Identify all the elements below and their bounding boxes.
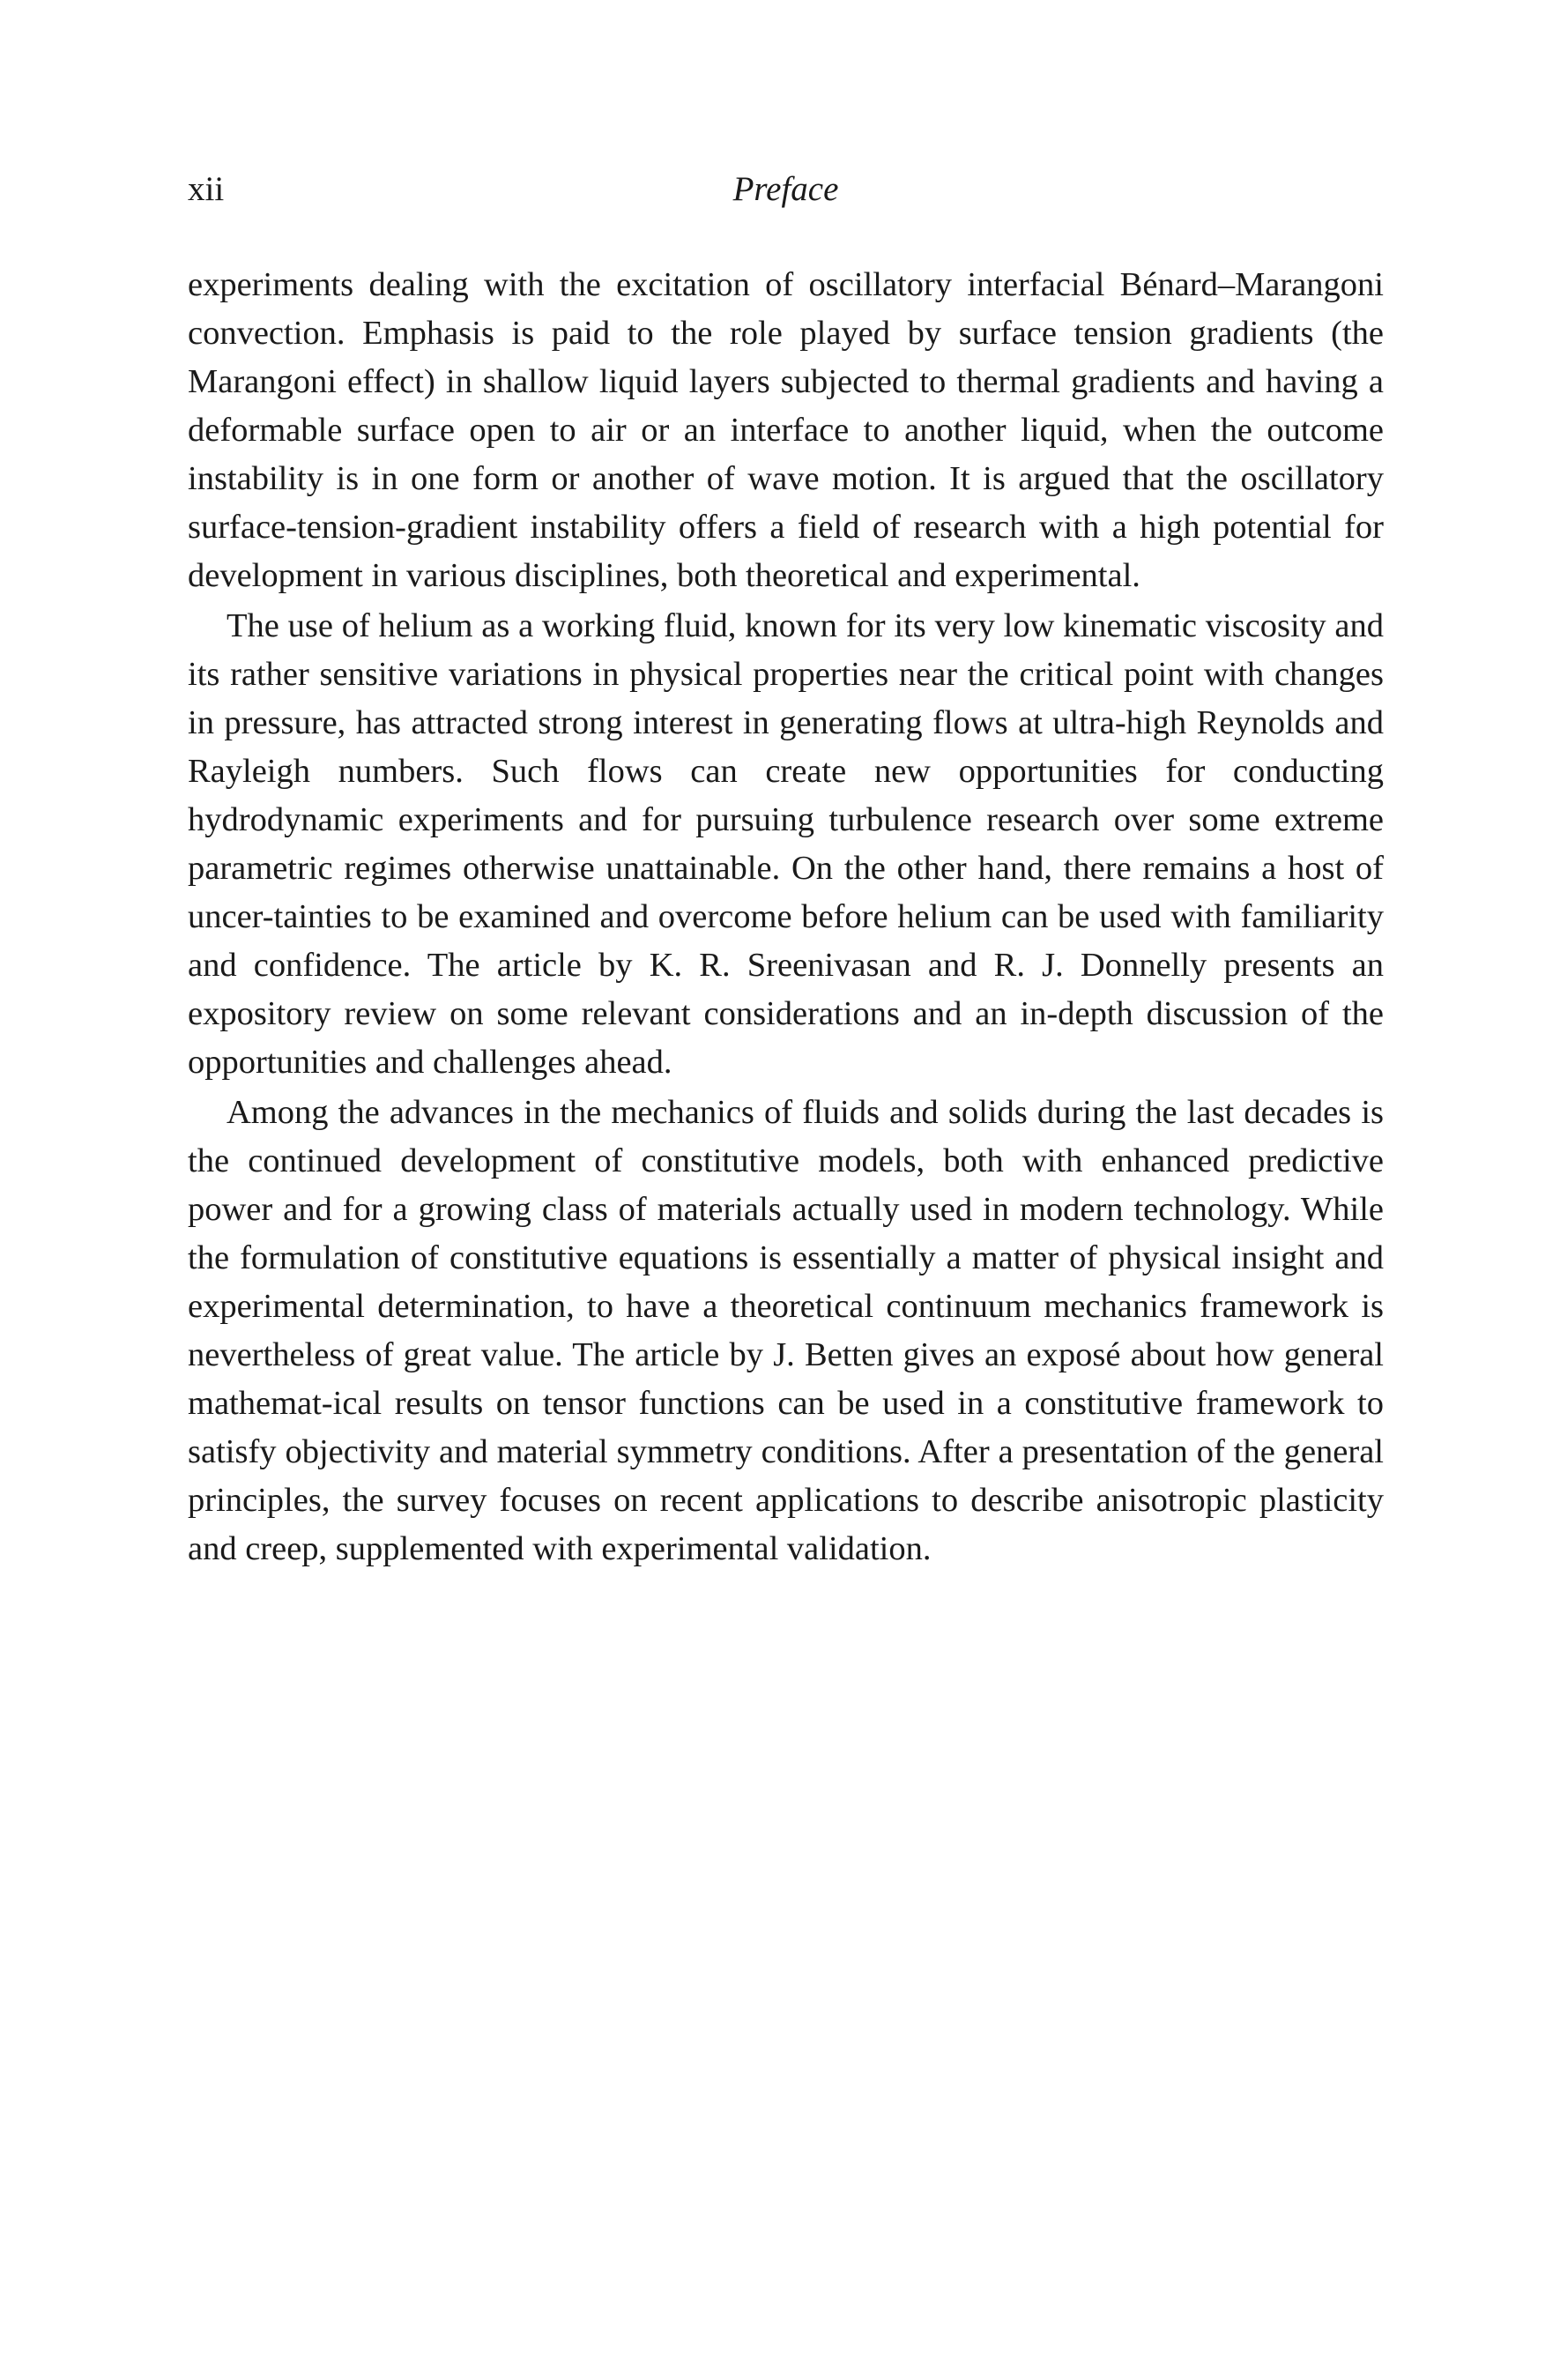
paragraph-constitutive-models: Among the advances in the mechanics of fluids and solids during the last decades is the continued development of constitutive models, both with enhanced predictive power and for a growing class of materials actually used in modern technology. While the formulation of constitutive equations is essentially a matter of physical insight and experimental determination, to have a theoretical continuum mechanics framework is nevertheless of great value. The article by J. Betten gives an exposé about how general mathemat-ical results on tensor functions can be used in a constitutive framework to satisfy objectivity and material symmetry conditions. After a presentation of the general principles, the survey focuses on recent applications to describe anisotropic plasticity and creep, supplemented with experimental validation. — [188, 1094, 1384, 1567]
book-page — [188, 159, 1384, 1575]
running-head-title: Preface — [732, 170, 839, 208]
page-number: xii — [188, 170, 225, 208]
paragraph-continued: experiments dealing with the excitation of oscillatory interfacial Bénard–Marangoni convection. Emphasis is paid to the role played by surface tension gradients (the Marangoni effect) in shallow liquid layers subjected to thermal gradients and having a deformable surface open to air or an interface to another liquid, when the outcome instability is in one form or another of wave motion. It is argued that the oscillatory surface-tension-gradient instability offers a field of research with a high potential for development in various disciplines, both theoretical and experimental. — [188, 266, 1384, 594]
running-head — [188, 159, 1384, 220]
body-text — [188, 261, 1384, 1573]
paragraph-helium: The use of helium as a working fluid, known for its very low kinematic viscosity and its rather sensitive variations in physical properties near the critical point with changes in pressure, has attracted strong interest in generating flows at ultra-high Reynolds and Rayleigh numbers. Such flows can create new opportunities for conducting hydrodynamic experiments and for pursuing turbulence research over some extreme parametric regimes otherwise unattainable. On the other hand, there remains a host of uncer-tainties to be examined and overcome before helium can be used with familiarity and confidence. The article by K. R. Sreenivasan and R. J. Donnelly presents an expository review on some relevant considerations and an in-depth discussion of the opportunities and challenges ahead. — [188, 607, 1384, 1081]
